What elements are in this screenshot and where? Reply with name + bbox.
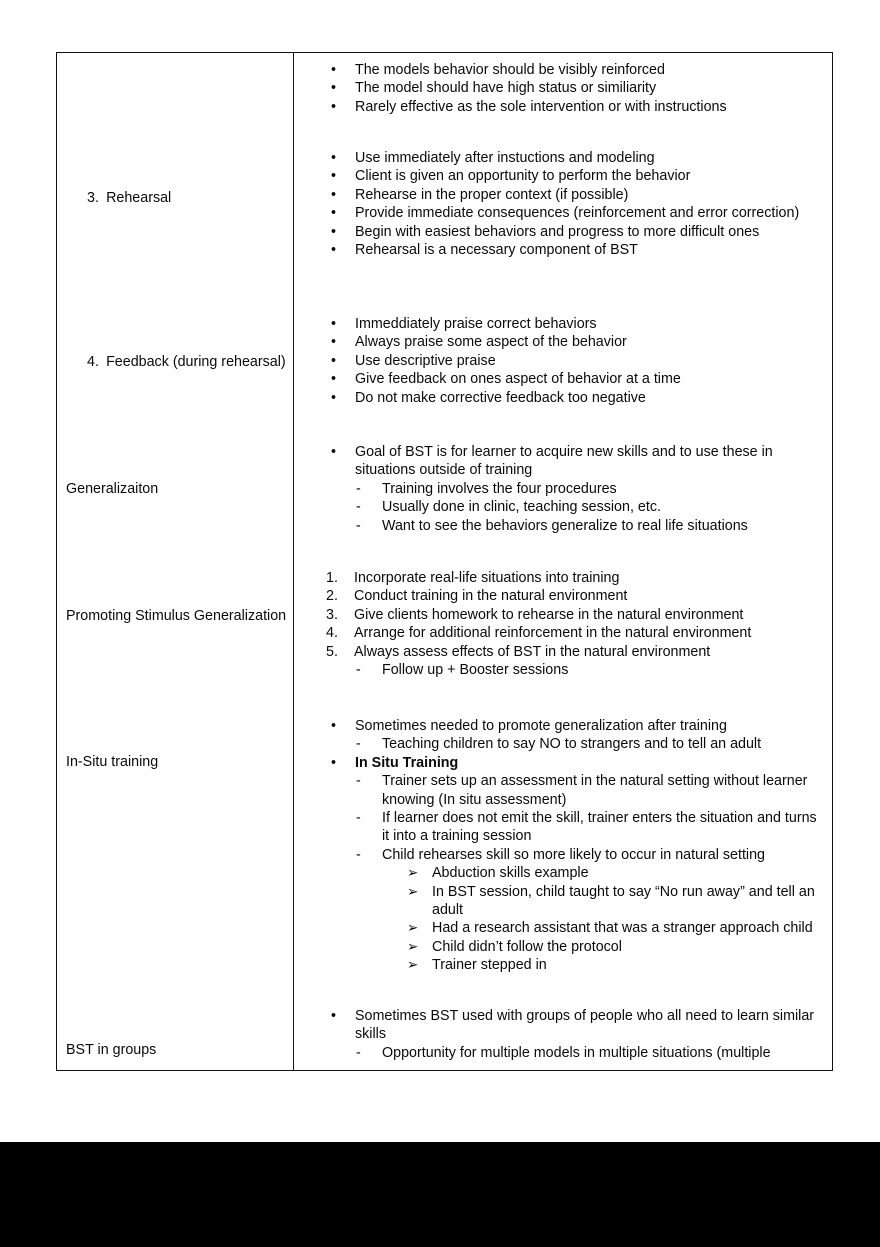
list-item [294,149,824,167]
list-item [294,241,824,259]
bullet-marker-level-1: • [331,1008,337,1024]
list-item-text: Abduction skills example [432,865,589,882]
list-item-text: Usually done in clinic, teaching session, etc. [382,499,661,516]
bullet-list-level-3 [294,864,824,974]
list-item [294,389,824,407]
bullet-list-level-1 [294,443,824,480]
bullet-marker-level-2: - [356,846,361,863]
list-item [294,919,824,937]
bullet-marker-level-3: ➢ [407,920,419,936]
list-item [294,754,824,772]
bullet-list-level-1 [294,1007,824,1044]
list-item [294,1044,824,1062]
list-item [294,624,824,642]
list-item-text: Want to see the behaviors generalize to real life situations [382,517,748,534]
bullet-list-level-1 [294,315,824,407]
list-item-text: Goal of BST is for learner to acquire new skills and to use these in situations outside of training [355,444,773,479]
list-item [294,606,824,624]
bullet-marker-level-2: - [356,662,361,679]
bullet-marker-level-1: • [331,242,337,259]
list-item-text: Rehearse in the proper context (if possible) [355,186,629,203]
bullet-list-level-2 [294,661,824,679]
list-item [294,204,824,222]
scan-black-band [0,1142,880,1247]
bullet-marker-level-2: - [356,480,361,497]
list-item-text: Follow up + Booster sessions [382,662,569,679]
list-item [294,956,824,974]
list-item-text: Provide immediate consequences (reinforcement and error correction) [355,205,800,222]
bullet-list-level-1 [294,149,824,259]
detail-block [294,717,832,975]
list-item-text: Trainer sets up an assessment in the natural setting without learner knowing (In situ assessment) [382,773,808,808]
list-item-text: Opportunity for multiple models in multiple situations (multiple [382,1044,771,1061]
list-item [294,587,824,605]
bullet-marker-level-2: - [356,499,361,516]
bullet-list-level-1 [294,569,824,661]
detail-block [294,1007,832,1062]
table-column-topics [57,53,294,1070]
bullet-list-level-2 [294,480,824,535]
list-item-text: Training involves the four procedures [382,480,617,497]
list-item-text: Teaching children to say NO to strangers and to tell an adult [382,736,762,753]
list-item-text: Trainer stepped in [432,957,547,974]
list-item [294,517,824,535]
list-item [294,443,824,480]
list-item [294,569,824,587]
bullet-marker-level-1: • [331,316,337,332]
list-item-text: Use immediately after instuctions and modeling [355,150,655,166]
bullet-marker-level-3: ➢ [407,938,419,954]
list-item [294,167,824,185]
list-item [294,643,824,661]
bullet-marker-level-1: • [331,168,337,185]
notes-table [56,52,833,1071]
bullet-marker-level-3: ➢ [407,865,419,881]
bullet-marker-level-2: - [356,810,361,827]
bullet-marker-level-1: • [331,223,337,240]
bullet-list-level-1 [294,754,824,772]
list-item-text: Child didn’t follow the protocol [432,938,622,955]
list-item [294,735,824,753]
list-item [294,186,824,204]
topic-label: In-Situ training [66,754,159,770]
bullet-list-level-2 [294,772,824,864]
bullet-list-level-2 [294,735,824,753]
bullet-list-level-2 [294,1044,824,1062]
bullet-marker-level-1: • [331,371,337,388]
bullet-marker-level-1: • [331,80,337,97]
list-item-text: Always praise some aspect of the behavior [355,334,627,351]
bullet-marker-level-1: • [331,186,337,203]
detail-block [294,315,832,407]
bullet-list-level-1 [294,717,824,735]
bullet-marker-level-1: • [331,150,337,166]
topic-label: Promoting Stimulus Generalization [66,608,287,624]
list-item-text: Rarely effective as the sole intervention or with instructions [355,98,727,115]
list-item [294,98,824,116]
detail-block [294,569,832,679]
list-item [294,79,824,97]
list-item-text: Begin with easiest behaviors and progress to more difficult ones [355,223,760,240]
table-column-details [294,53,832,1070]
list-item [294,480,824,498]
list-item [294,223,824,241]
list-item-text: Arrange for additional reinforcement in the natural environment [354,625,752,642]
bullet-marker-level-1: • [331,334,337,351]
bullet-marker-level-1: • [331,62,337,78]
bullet-marker-level-2: - [356,1044,361,1061]
list-item-text: Sometimes BST used with groups of people who all need to learn similar skills [355,1008,815,1043]
detail-block [294,149,832,259]
list-item [294,352,824,370]
list-item-text: Child rehearses skill so more likely to occur in natural setting [382,846,766,863]
list-item-text: Give clients homework to rehearse in the natural environment [354,606,744,623]
bullet-marker-level-2: - [356,736,361,753]
list-item-text: Incorporate real-life situations into training [354,570,620,586]
topic-label: BST in groups [66,1042,157,1058]
bullet-marker-level-1: • [331,205,337,222]
list-item [294,61,824,79]
list-item [294,938,824,956]
bullet-list-level-1 [294,61,824,116]
bullet-marker-level-1: • [331,352,337,369]
detail-block [294,61,832,116]
bullet-marker-level-1: • [331,718,337,734]
bullet-marker-level-1: • [331,444,337,460]
list-item-text: Always assess effects of BST in the natural environment [354,643,711,660]
list-item-text: Conduct training in the natural environment [354,588,628,605]
list-number-marker: 5. [326,643,338,660]
list-item-text: Use descriptive praise [355,352,496,369]
list-item-text: If learner does not emit the skill, trainer enters the situation and turns it into a training session [382,810,817,845]
list-item-text: Had a research assistant that was a stranger approach child [432,920,813,937]
list-item [294,333,824,351]
list-number-marker: 2. [326,588,338,605]
bullet-marker-level-3: ➢ [407,957,419,973]
bullet-marker-level-2: - [356,517,361,534]
list-item [294,661,824,679]
list-item [294,772,824,809]
topic-label: 4. Feedback (during rehearsal) [87,354,286,370]
list-item-text: Do not make corrective feedback too negative [355,389,646,406]
topic-label: 3. Rehearsal [87,190,172,206]
detail-block [294,443,832,535]
list-item [294,498,824,516]
list-item [294,809,824,846]
bullet-marker-level-1: • [331,389,337,406]
bullet-marker-level-3: ➢ [407,883,419,899]
list-item-text: In BST session, child taught to say “No run away” and tell an adult [432,883,815,919]
list-item [294,846,824,864]
bullet-marker-level-1: • [331,754,337,771]
list-number-marker: 3. [326,606,338,623]
list-item [294,883,824,920]
list-item-text: In Situ Training [355,754,459,771]
list-item [294,717,824,735]
list-number-marker: 1. [326,570,338,586]
list-item-text: The models behavior should be visibly reinforced [355,62,665,78]
list-item [294,370,824,388]
list-item-text: Client is given an opportunity to perform the behavior [355,168,691,185]
list-item-text: The model should have high status or similiarity [355,80,657,97]
topic-label: Generalizaiton [66,481,159,497]
list-item-text: Immeddiately praise correct behaviors [355,316,597,332]
list-item-text: Sometimes needed to promote generalization after training [355,718,727,734]
list-item [294,1007,824,1044]
list-item-text: Give feedback on ones aspect of behavior at a time [355,371,681,388]
list-item-text: Rehearsal is a necessary component of BST [355,242,638,259]
bullet-marker-level-2: - [356,773,361,790]
bullet-marker-level-1: • [331,98,337,115]
list-item [294,864,824,882]
list-item [294,315,824,333]
list-number-marker: 4. [326,625,338,642]
